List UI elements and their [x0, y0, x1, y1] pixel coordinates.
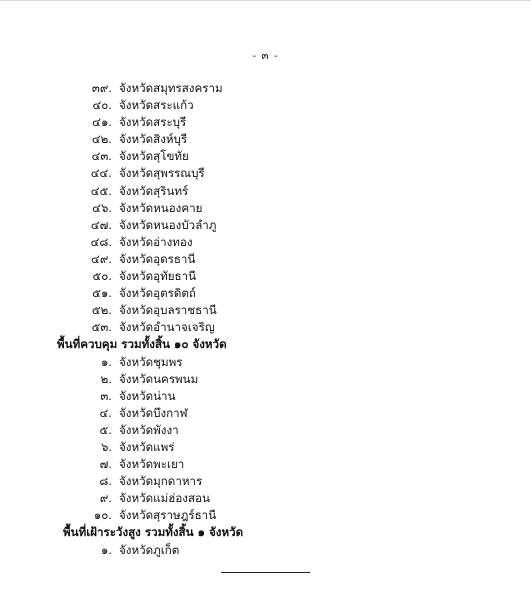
list-item-province: จังหวัดอุดรธานี [119, 251, 196, 266]
list-item-number: ๔๕. [90, 183, 112, 198]
list-item [0, 473, 531, 490]
list-item-province: จังหวัดหนองบัวลำภู [119, 217, 217, 232]
list-item [0, 131, 531, 148]
list-item-province: จังหวัดชุมพร [119, 354, 183, 369]
list-item-number: ๔๐. [92, 98, 112, 113]
list-item [0, 507, 531, 524]
list-item [0, 268, 531, 285]
list-item [0, 542, 531, 559]
list-item-number: ๔๗. [90, 217, 112, 232]
list-item [0, 251, 531, 268]
list-item [0, 200, 531, 217]
list-item-province: จังหวัดพังงา [119, 422, 179, 437]
list-item [0, 371, 531, 388]
list-item [0, 114, 531, 131]
list-item-province: จังหวัดสิงห์บุรี [119, 132, 188, 147]
list-item-number: ๒. [100, 371, 112, 386]
list-item-province: จังหวัดแม่ฮ่องสอน [119, 491, 210, 506]
list-item [0, 80, 531, 97]
list-item-number: ๓๙. [91, 81, 112, 95]
list-item-province: จังหวัดแพร่ [119, 439, 175, 454]
list-item-number: ๕. [99, 422, 112, 437]
list-item-province: จังหวัดอ่างทอง [119, 234, 193, 249]
list-item-province: จังหวัดสุโขทัย [119, 149, 189, 164]
list-item-province: จังหวัดสระแก้ว [119, 98, 194, 113]
list-item [0, 165, 531, 182]
list-item-province: จังหวัดอุทัยธานี [119, 269, 197, 284]
section-heading-controlled-area: พื้นที่ควบคุม รวมทั้งสิ้น ๑๐ จังหวัด [57, 337, 227, 352]
list-item [0, 148, 531, 165]
list-item-number: ๓. [100, 388, 112, 403]
list-item-number: ๔๔. [90, 166, 112, 181]
end-divider-line [221, 572, 310, 573]
section-heading-high-surveillance-area: พื้นที่เฝ้าระวังสูง รวมทั้งสิ้น ๑ จังหวัด [63, 525, 244, 540]
list-item-province: จังหวัดน่าน [119, 388, 176, 403]
list-item [0, 405, 531, 422]
list-group-b [0, 354, 531, 525]
list-item-province: จังหวัดสุรินทร์ [119, 183, 189, 198]
list-item-province: จังหวัดนครพนม [119, 371, 199, 386]
list-item-number: ๔๒. [91, 132, 112, 147]
list-item-province: จังหวัดบึงกาฬ [119, 405, 188, 420]
list-item [0, 302, 531, 319]
list-item-number: ๔๓. [91, 149, 112, 164]
list-item-province: จังหวัดสมุทรสงคราม [119, 81, 223, 95]
list-item-province: จังหวัดพะเยา [119, 457, 185, 472]
list-item-province: จังหวัดสระบุรี [119, 115, 187, 130]
list-item-number: ๖. [100, 439, 112, 454]
list-item-number: ๕๑. [92, 286, 112, 301]
list-item [0, 285, 531, 302]
list-item-number: ๔๘. [90, 234, 112, 249]
province-list [0, 80, 531, 559]
list-group-c [0, 542, 531, 559]
list-item-number: ๘. [99, 474, 112, 489]
list-item-number: ๕๓. [91, 320, 112, 335]
list-item-number: ๔๙. [91, 251, 112, 266]
list-item-province: จังหวัดอุบลราชธานี [119, 303, 217, 318]
list-item-number: ๑. [100, 354, 112, 369]
list-item [0, 490, 531, 507]
list-item-number: ๔. [99, 405, 112, 420]
list-item-province: จังหวัดสุราษฎร์ธานี [119, 508, 217, 523]
list-item-province: จังหวัดหนองคาย [119, 200, 203, 215]
list-item-province: จังหวัดภูเก็ต [119, 542, 180, 557]
list-item-province: จังหวัดสุพรรณบุรี [119, 166, 205, 181]
list-item [0, 183, 531, 200]
list-item-number: ๕๐. [92, 269, 112, 284]
list-item-number: ๑. [100, 542, 112, 557]
page-number: - ๓ - [252, 50, 279, 62]
list-item [0, 388, 531, 405]
list-item-number: ๔๑. [92, 115, 112, 130]
list-item [0, 97, 531, 114]
list-item [0, 422, 531, 439]
list-group-a [0, 80, 531, 336]
list-item [0, 354, 531, 371]
list-item [0, 439, 531, 456]
list-item [0, 234, 531, 251]
list-item [0, 319, 531, 336]
list-item-province: จังหวัดอำนาจเจริญ [119, 320, 215, 335]
list-item-province: จังหวัดมุกดาหาร [119, 474, 203, 489]
list-item-number: ๑๐. [93, 508, 112, 523]
list-item-number: ๔๖. [92, 200, 112, 215]
list-item-number: ๕๒. [91, 303, 112, 318]
list-item-province: จังหวัดอุตรดิตถ์ [119, 286, 196, 301]
list-item [0, 456, 531, 473]
list-item-number: ๙. [99, 491, 112, 506]
list-item-number: ๗. [99, 457, 112, 472]
list-item [0, 217, 531, 234]
